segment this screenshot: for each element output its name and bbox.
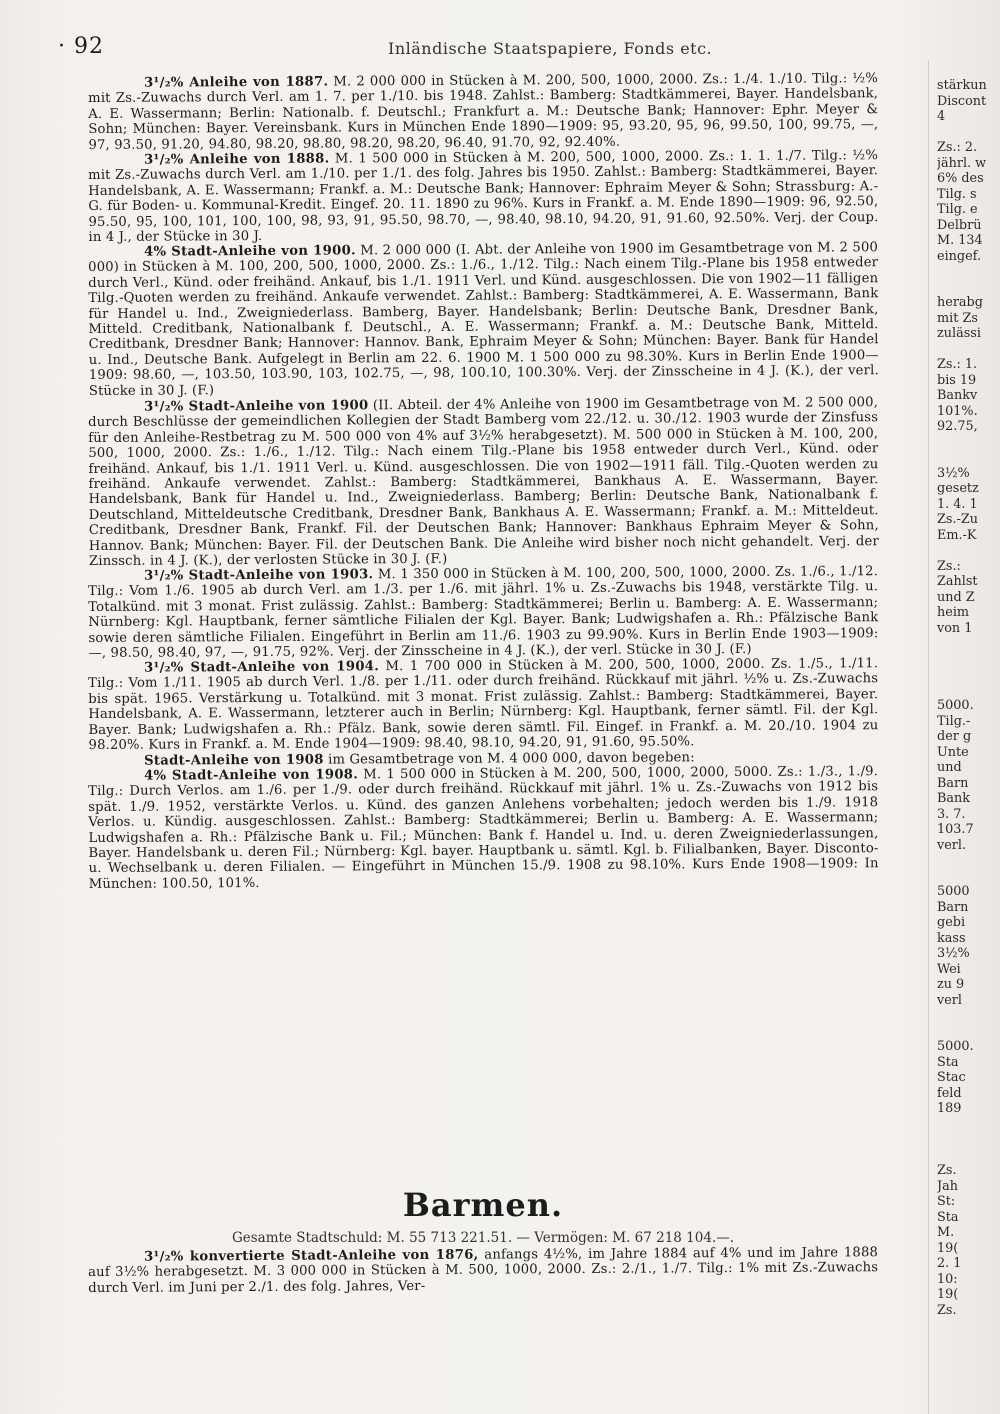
column-fragment: M. 134	[937, 233, 983, 248]
loan-entry	[88, 764, 879, 892]
fragment-gap	[937, 1132, 1000, 1148]
column-fragment: Tilg.-	[937, 713, 971, 729]
main-column	[88, 71, 879, 893]
column-fragment: Zs.:	[937, 558, 961, 574]
column-fragment: Em.-K	[937, 527, 977, 543]
column-fragment: Zahlst	[937, 574, 978, 589]
page-header	[58, 34, 938, 64]
fragment-gap	[937, 636, 1000, 652]
fragment-gap	[937, 1008, 1000, 1024]
column-fragment: 189	[937, 1101, 962, 1116]
column-fragment: herabg	[937, 295, 983, 310]
column-fragment: Bankv	[937, 388, 978, 403]
fragment-gap	[937, 667, 1000, 683]
running-title: Inländische Staatspapiere, Fonds etc.	[388, 39, 713, 58]
column-fragment: jährl. w	[937, 155, 987, 171]
loan-entry	[88, 564, 879, 661]
fragment-gap	[937, 125, 1000, 141]
column-fragment: 19(	[937, 1240, 959, 1256]
loan-body: M. 1 500 000 in Stücken à M. 200, 500, 1000, 2000, 5000. Zs.: 1./3., 1./9. Tilg.: Durch Verlos. am 1./6. per 1./9. oder durch freihänd. Rückkauf mit jährl. 1% u. Zs.-Zuwachs von 1912 bis spät. 1./9. 1952, verstärkte Verlos. u. Künd. des ganzen Anlehens vorbehalten; jedoch werden bis 1./9. 1918 Verlos. u. Kündig. ausgeschlossen. Zahlst.: Bamberg: Stadtkämmerei; Berlin u. Bamberg: A. E. Wassermann; Ludwigshafen a. Rh.: Pfälzische Bank u. Fil.; München: Bank f. Handel u. Ind. u. deren Zweigniederlassungen, Bayer. Handelsbank u. deren Fil.; Nürnberg: Kgl. bayer. Hauptbank u. sämtl. Kgl. b. Filialbanken, Bayer. Disconto- u. Wechselbank u. deren Filialen. — Eingeführt in München 15./9. 1908 zu 98.10%. Kurs Ende 1908—1909: In München: 100.50, 101%.	[88, 764, 879, 893]
fragment-gap	[937, 683, 1000, 699]
column-fragment: stärkun	[937, 78, 987, 93]
column-fragment: gesetz	[937, 481, 979, 496]
loan-heading: 3¹/₂% Stadt-Anleihe von 1900	[143, 397, 369, 415]
loan-entry	[88, 71, 878, 153]
fragment-gap	[937, 280, 1000, 296]
fragment-gap	[937, 450, 1000, 466]
column-fragment: M.	[937, 1225, 955, 1240]
column-fragment: zulässi	[937, 326, 981, 341]
column-fragment: Sta	[937, 1054, 959, 1070]
column-fragment: und Z	[937, 589, 975, 605]
column-fragment: Zs.	[937, 1163, 957, 1178]
column-fragment: von 1	[937, 620, 973, 636]
loan-body: im Gesamtbetrage von M. 4 000 000, davon begeben:	[323, 750, 695, 768]
loan-body: M. 1 700 000 in Stücken à M. 200, 500, 1000, 2000. Zs. 1./5., 1./11. Tilg.: Vom 1./11. 1905 ab durch Verl. 1./8. per 1./11. oder durch freihänd. Rückkauf mit jährl. ½% u. Zs.-Zuwachs bis spät. 1965. Verstärkung u. Totalkünd. mit 3 monat. Frist zulässig. Zahlst.: Bamberg: Stadtkämmerei, Bayer. Handelsbank, A. E. Wassermann, letzterer auch in Berlin; Nürnberg: Kgl. Hauptbank, ferner sämtl. Fil. der Kgl. Bayer. Bank; Ludwigshafen a. Rh.: Pfälz. Bank, sowie deren sämtl. Fil. Eingef. in Frankf. a. M. 20./10. 1904 zu 98.20%. Kurs in Frankf. a. M. Ende 1904—1909: 98.40, 98.10, 94.20, 91, 91.60, 95.50%.	[88, 656, 879, 754]
column-fragment: 1. 4. 1	[937, 496, 978, 512]
column-fragment: feld	[937, 1085, 962, 1101]
city-debt-summary: Gesamte Stadtschuld: M. 55 713 221.51. — Vermögen: M. 67 218 104.—.	[231, 1230, 735, 1246]
column-fragment: Tilg. e	[937, 202, 978, 217]
column-gutter	[928, 60, 929, 1414]
column-fragment: 19(	[937, 1287, 959, 1302]
loan-heading: 4% Stadt-Anleihe von 1908.	[143, 767, 359, 784]
fragment-gap	[937, 342, 1000, 358]
column-fragment: Unte	[937, 744, 969, 760]
fragment-gap	[937, 264, 1000, 280]
loan-entry	[88, 657, 879, 754]
column-fragment: Wei	[937, 961, 961, 977]
column-fragment: zu 9	[937, 977, 965, 992]
column-fragment: bis 19	[937, 372, 977, 388]
adjacent-column-fragments	[937, 78, 1000, 1414]
column-fragment: Stac	[937, 1070, 966, 1085]
page-number: · 92	[58, 34, 104, 59]
city-section	[88, 1186, 878, 1296]
fragment-gap	[937, 1024, 1000, 1040]
loan-body: M. 2 000 000 in Stücken à M. 200, 500, 1000, 2000. Zs.: 1./4. 1./10. Tilg.: ½% mit Zs.-Zuwachs durch Verl. am 1. 7. per 1./10. bis 1948. Zahlst.: Bamberg: Stadtkämmerei, Bayer. Handelsbank, A. E. Wassermann; Berlin: Nationalb. f. Deutschl.; Frankfurt a. M.: Deutsche Bank; Hannover: Ephr. Meyer & Sohn; München: Bayer. Vereinsbank. Kurs in München Ende 1890—1909: 95, 93.20, 95, 96, 99.50, 100, 99.75, —, 97, 93.50, 91.20, 94.80, 98.20, 98.80, 98.20, 98.20, 96.40, 91.70, 92, 92.40%.	[88, 71, 879, 153]
loan-body: (II. Abteil. der 4% Anleihe von 1900 im Gesamtbetrage von M. 2 500 000, durch Beschlüsse der gemeindlichen Kollegien der Stadt Bamberg vom 22./12. u. 30./12. 1903 wurde der Zinsfuss für den Anleihe-Restbetrag zu M. 500 000 von 4% auf 3½% herabgesetzt). M. 500 000 in Stücken à M. 100, 200, 500, 1000, 2000. Zs.: 1./6., 1./12. Tilg.: Nach einem Tilg.-Plane bis 1958 entweder durch Verl., Künd. oder freihänd. Ankauf, bis 1./1. 1911 Verl. u. Künd. ausgeschlossen. Die von 1902—1911 fäll. Tilg.-Quoten werden zu freihänd. Ankaufe verwendet. Zahlst.: Bamberg: Stadtkämmerei, Bankhaus A. E. Wassermann, Bayer. Handelsbank, Bank für Handel u. Ind., Zweigniederlass. Bamberg; Berlin: Deutsche Bank, Nationalbank f. Deutschland, Mitteldeutsche Creditbank, Dresdner Bank, Bankhaus A. E. Wassermann; Frankf. a. M.: Mitteldeut. Creditbank, Dresdner Bank, Frankf. Fil. der Deutschen Bank; Hannover: Bankhaus Ephraim Meyer & Sohn, Hannov. Bank; München: Bayer. Fil. der Deutschen Bank. Die Anleihe wird bisher noch nicht gehandelt. Verj. der Zinssch. in 4 J. (K.), der verlosten Stücke in 30 J. (F.)	[88, 394, 879, 569]
column-fragment: 92.75,	[937, 419, 978, 434]
column-fragment: St:	[937, 1194, 956, 1209]
column-fragment: der g	[937, 729, 972, 744]
column-fragment: Zs.-Zu	[937, 512, 978, 527]
column-fragment: gebi	[937, 915, 966, 930]
column-fragment: 3½%	[937, 946, 970, 961]
column-fragment: 3½%	[937, 465, 970, 481]
column-fragment: und	[937, 760, 962, 775]
column-fragment: 6% des	[937, 171, 984, 186]
column-fragment: 5000.	[937, 1039, 974, 1054]
fragment-gap	[937, 1117, 1000, 1133]
column-fragment: Barn	[937, 775, 969, 791]
fragment-gap	[937, 853, 1000, 869]
column-fragment: Zs.: 2.	[937, 140, 978, 155]
fragment-gap	[937, 543, 1000, 559]
loan-entry	[88, 395, 879, 569]
loan-heading: 3¹/₂% konvertierte Stadt-Anleihe von 1876,	[143, 1247, 479, 1265]
column-fragment: Tilg. s	[937, 186, 977, 202]
column-fragment: 5000.	[937, 698, 974, 713]
city-loan-entry	[88, 1245, 878, 1296]
column-fragment: 4	[937, 109, 946, 124]
column-fragment: 101%.	[937, 403, 978, 419]
loan-entry	[88, 148, 879, 245]
loan-heading: 3¹/₂% Stadt-Anleihe von 1903.	[143, 567, 374, 584]
loan-heading: 3¹/₂% Stadt-Anleihe von 1904.	[143, 659, 380, 677]
loan-body: anfangs 4½%, im Jahre 1884 auf 4% und im Jahre 1888 auf 3½% herabgesetzt. M. 3 000 000 in Stücken à M. 500, 1000, 2000. Zs.: 2./1., 1./7. Tilg.: 1% mit Zs.-Zuwachs durch Verl. im Juni per 2./1. des folg. Jahres, Ver-	[88, 1245, 879, 1296]
column-fragment: eingef.	[937, 248, 982, 264]
loan-body: M. 1 350 000 in Stücken à M. 100, 200, 500, 1000, 2000. Zs. 1./6., 1./12. Tilg.: Vom 1./6. 1905 ab durch Verl. am 1./3. per 1./6. mit jährl. 1% u. Zs.-Zuwachs bis 1948, verstärkte Tilg. u. Totalkünd. mit 3 monat. Frist zulässig. Zahlst.: Bamberg: Stadtkämmerei; Berlin u. Bamberg: A. E. Wassermann; Nürnberg: Kgl. Hauptbank, ferner sämtliche Filialen der Kgl. Bayer. Bank; Ludwigshafen a. Rh.: Pfälzische Bank sowie deren sämtliche Filialen. Eingeführt in Berlin am 11./6. 1903 zu 99.90%. Kurs in Berlin Ende 1903—1909: —, 98.50, 98.40, 97, —, 91.75, 92%. Verj. der Zinsscheine in 4 J. (K.), der verl. Stücke in 30 J. (F.)	[88, 564, 879, 662]
column-fragment: heim	[937, 605, 970, 620]
column-fragment: Delbrü	[937, 217, 982, 233]
loan-entry	[88, 241, 879, 400]
column-fragment: Barn	[937, 899, 969, 915]
column-fragment: Zs.	[937, 1302, 957, 1318]
fragment-gap	[937, 1148, 1000, 1164]
loan-body: M. 1 500 000 in Stücken à M. 200, 500, 1000, 2000. Zs.: 1. 1. 1./7. Tilg.: ½% mit Zs.-Zuwachs durch Verl. am 1./10. per 1./1. des folg. Jahres bis 1950. Zahlst.: Bamberg: Stadtkämmerei, Bayer. Handelsbank, A. E. Wassermann; Frankf. a. M.: Deutsche Bank; Hannover: Ephraim Meyer & Sohn; Strassburg: A.-G. für Boden- u. Kommunal-Kredit. Eingef. 20. 11. 1890 zu 96%. Kurs in Frankf. a. M. Ende 1890—1909: 96, 92.50, 95.50, 95, 100, 101, 100, 100, 98, 93, 91, 95.50, 98.70, —, 98.40, 98.10, 94.20, 91, 91.60, 92.50%. Verj. der Coup. in 4 J., der Stücke in 30 J.	[88, 148, 879, 246]
loan-heading: 3¹/₂% Anleihe von 1888.	[143, 151, 330, 168]
column-fragment: Jah	[937, 1178, 959, 1194]
loan-heading: 3¹/₂% Anleihe von 1887.	[143, 74, 329, 91]
fragment-gap	[937, 652, 1000, 668]
column-fragment: 10:	[937, 1271, 958, 1287]
fragment-gap	[937, 869, 1000, 885]
column-fragment: mit Zs	[937, 310, 978, 326]
loan-heading: 4% Stadt-Anleihe von 1900.	[143, 243, 356, 261]
column-fragment: 3. 7.	[937, 806, 966, 822]
loan-heading: Stadt-Anleihe von 1908	[143, 752, 324, 769]
city-heading: Barmen.	[402, 1186, 564, 1224]
column-fragment: 5000	[937, 884, 970, 899]
column-fragment: 103.7	[937, 822, 974, 837]
column-fragment: verl	[937, 992, 963, 1008]
column-fragment: Bank	[937, 791, 971, 806]
loan-body: M. 2 000 000 (I. Abt. der Anleihe von 1900 im Gesamtbetrage von M. 2 500 000) in Stücken à M. 100, 200, 500, 1000, 2000. Zs.: 1./6., 1./12. Tilg.: Nach einem Tilg.-Plane bis 1958 entweder durch Verl., Künd. oder freihänd. Ankauf, bis 1./1. 1911 Verl. und Künd. ausgeschlossen. Die von 1902—11 fälligen Tilg.-Quoten werden zu freihänd. Ankaufe verwendet. Zahlst.: Bamberg: Stadtkämmerei, A. E. Wassermann, Bank für Handel u. Ind., Zweigniederlass. Bamberg, Bayer. Handelsbank; Berlin: Deutsche Bank, Dresdner Bank, Mitteld. Creditbank, Nationalbank f. Deutschl., A. E. Wassermann; Frankf. a. M.: Deutsche Bank, Mitteld. Creditbank, Dresdner Bank; Hannover: Hannov. Bank, Ephraim Meyer & Sohn; München: Bayer. Bank für Handel u. Ind., Deutsche Bank. Aufgelegt in Berlin am 22. 6. 1900 M. 1 500 000 zu 98.30%. Kurs in Berlin Ende 1900—1909: 98.60, —, 103.50, 103.90, 103, 102.75, —, 98, 100.10, 100.30%. Verj. der Zinsscheine in 4 J. (K.), der verl. Stücke in 30 J. (F.)	[88, 240, 879, 400]
column-fragment: 2. 1	[937, 1256, 962, 1271]
column-fragment: Zs.: 1.	[937, 357, 978, 372]
column-fragment: Discont	[937, 93, 987, 109]
column-fragment: kass	[937, 930, 966, 946]
column-fragment: Sta	[937, 1209, 959, 1225]
fragment-gap	[937, 435, 1000, 451]
column-fragment: verl.	[937, 837, 967, 853]
